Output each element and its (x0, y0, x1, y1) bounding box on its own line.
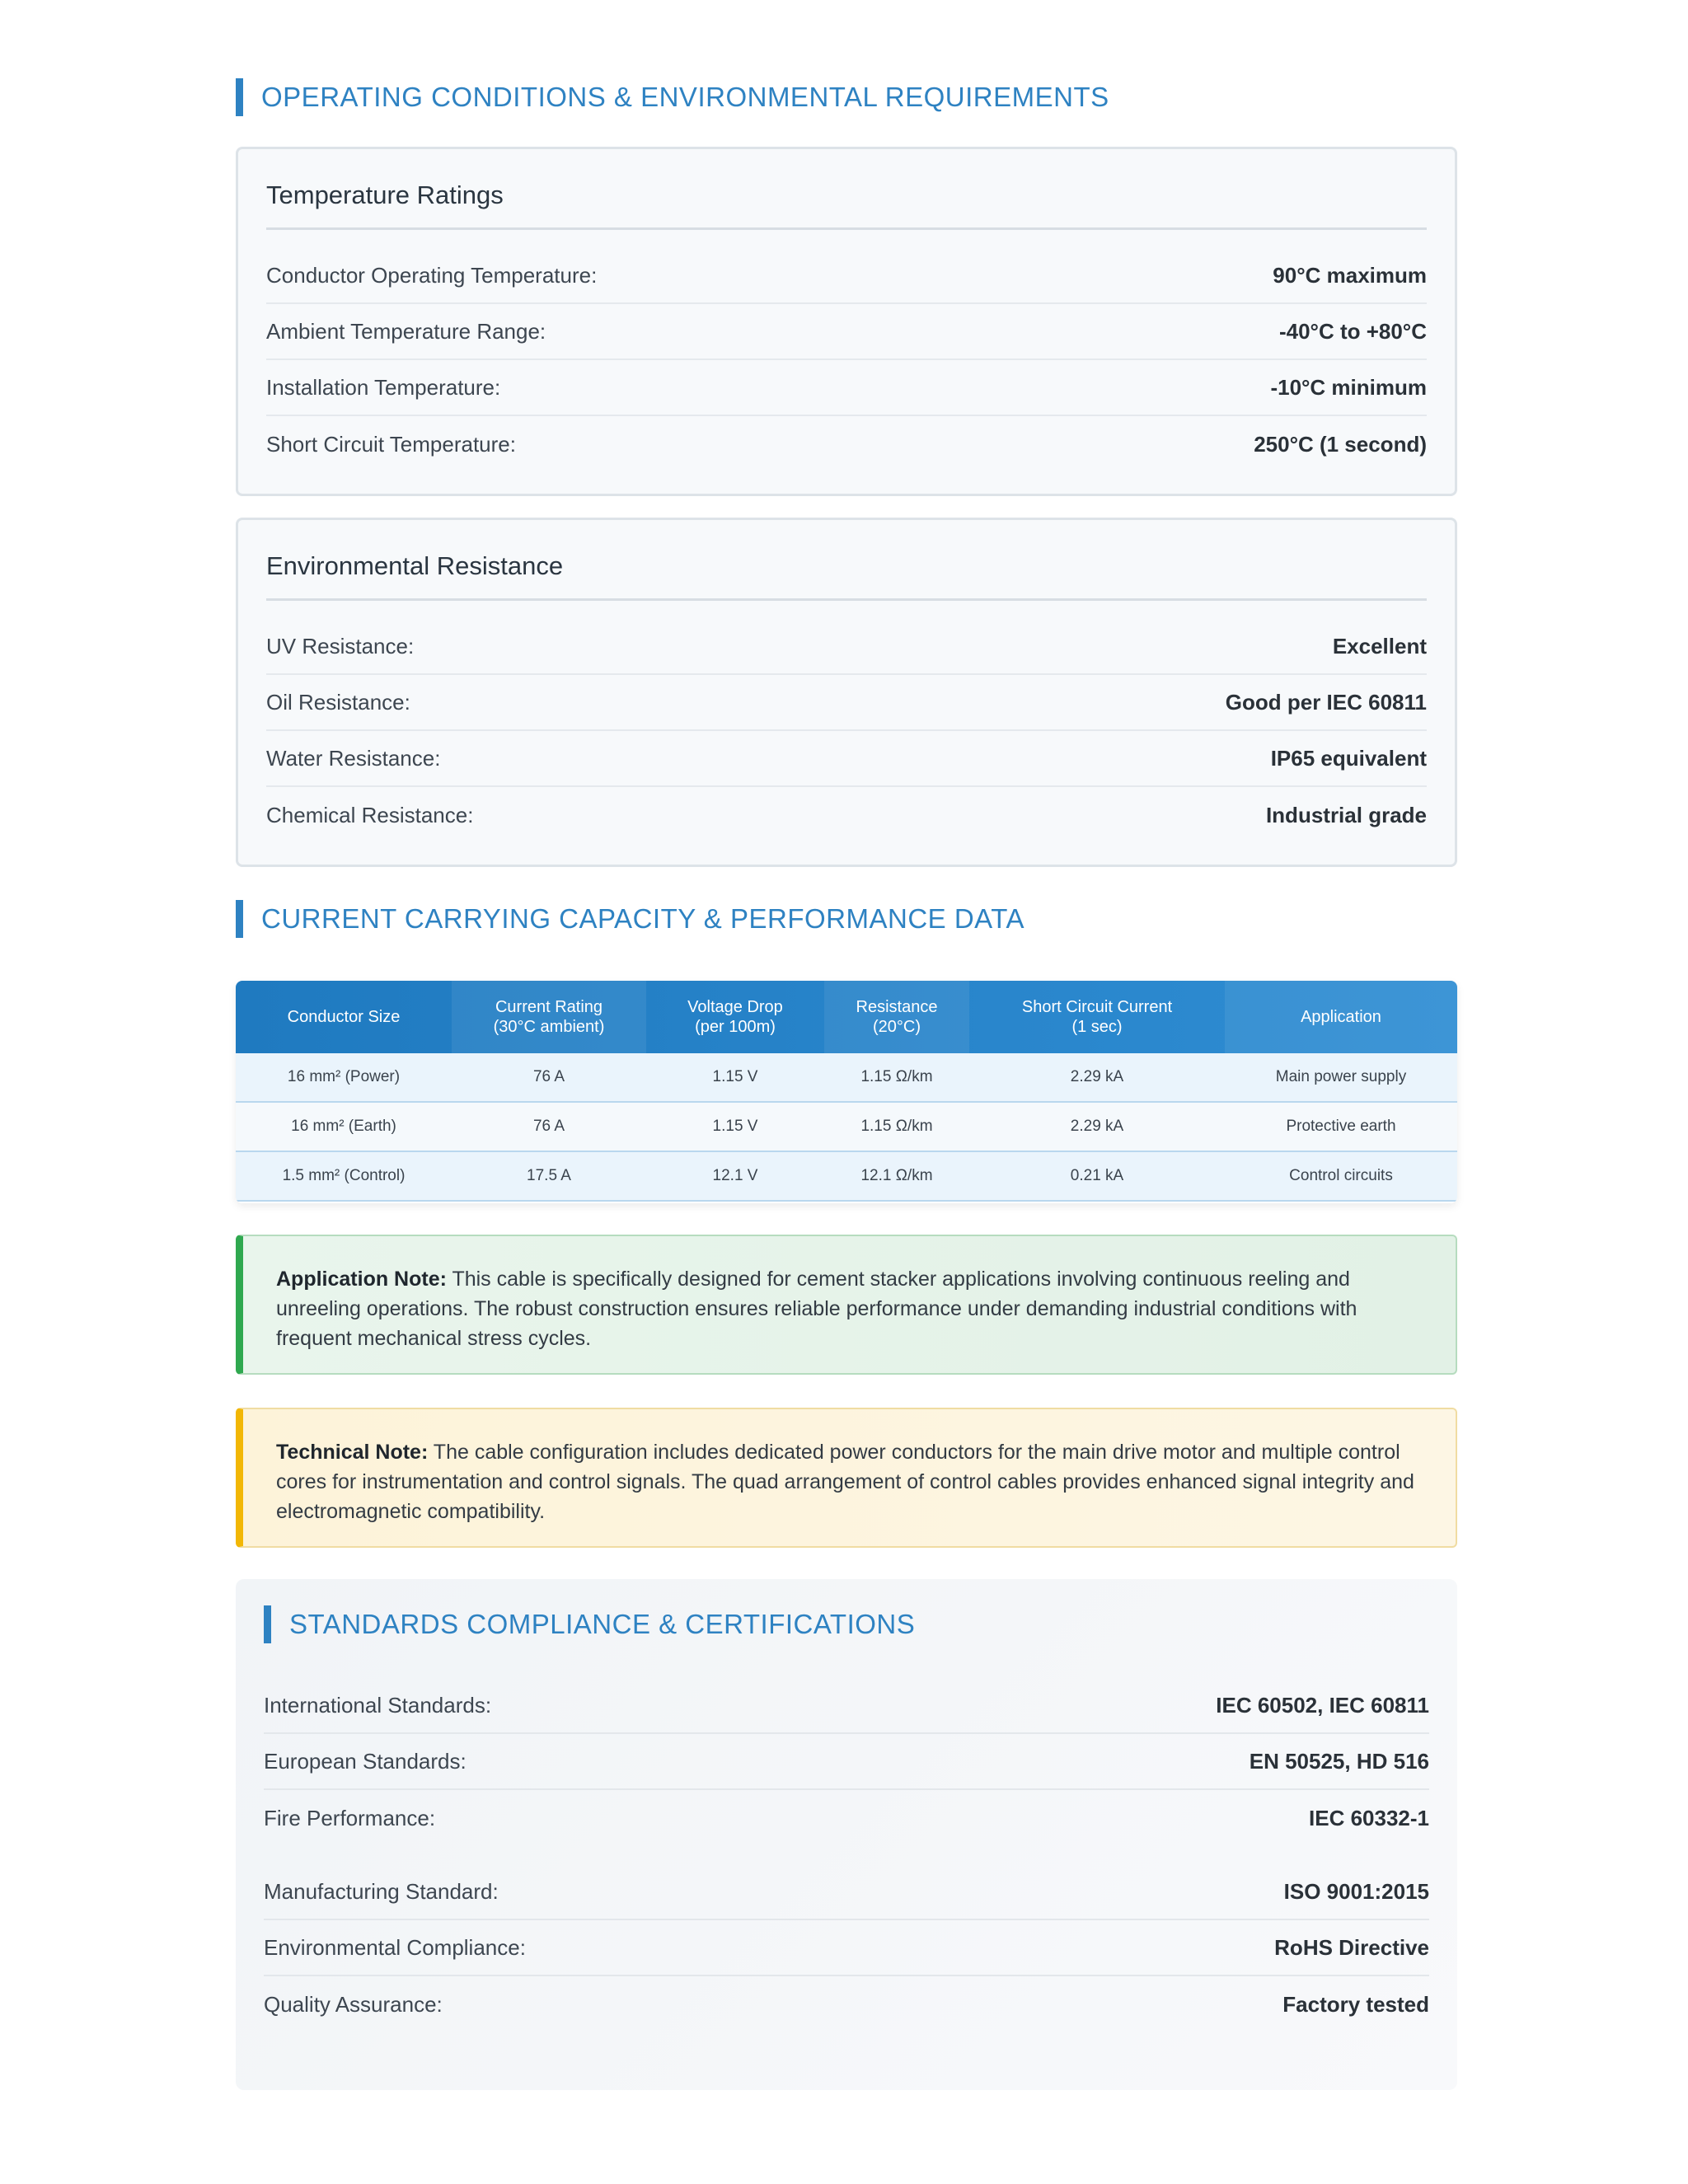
table-cell: Protective earth (1286, 1118, 1396, 1135)
column-header: Short Circuit Current (1 sec) (1021, 998, 1173, 1036)
column-header: Application (1225, 981, 1457, 1053)
table-cell: 1.15 Ω/km (860, 1118, 933, 1135)
application-note (236, 1235, 1457, 1375)
note-label: Application Note: (276, 1268, 447, 1291)
spec-value: 250°C (1 second) (1254, 431, 1427, 457)
section-heading-operating: OPERATING CONDITIONS & ENVIRONMENTAL REQUIREMENTS (236, 78, 1109, 116)
table-cell: 2.29 kA (1070, 1118, 1124, 1135)
table-cell: 16 mm² (Power) (287, 1068, 401, 1085)
card-title-temperature: Temperature Ratings (266, 180, 1427, 230)
table-cell: 1.15 V (712, 1118, 758, 1135)
column-header: Resistance (20°C) (824, 981, 969, 1053)
table-cell: 1.15 V (712, 1068, 758, 1085)
spec-label: Installation Temperature: (266, 374, 501, 400)
table-cell: Control circuits (1289, 1167, 1393, 1184)
temperature-ratings-card (236, 147, 1457, 496)
spec-row (264, 1920, 1429, 1976)
table-cell: 16 mm² (Earth) (291, 1118, 396, 1135)
spec-value: ISO 9001:2015 (1283, 1878, 1429, 1904)
table-cell: 2.29 kA (1070, 1068, 1124, 1085)
performance-table (236, 981, 1457, 1203)
spec-row (266, 248, 1427, 304)
note-text: This cable is specifically designed for cement stacker applications involving continuous reeling and unreeling operations. The robust construction ensures reliable performance under demanding industrial conditions with frequent mechanical stress cycles. (276, 1268, 1357, 1350)
spec-label: Fire Performance: (264, 1805, 436, 1830)
note-label: Technical Note: (276, 1441, 429, 1464)
spec-row (266, 675, 1427, 731)
table-cell: 17.5 A (527, 1167, 571, 1184)
spec-label: Oil Resistance: (266, 689, 410, 715)
spec-row (264, 1678, 1429, 1734)
table-cell: 1.15 Ω/km (860, 1068, 933, 1085)
spec-label: Quality Assurance: (264, 1991, 443, 2017)
spec-row (264, 1734, 1429, 1790)
spec-label: UV Resistance: (266, 633, 415, 658)
section-heading-standards: STANDARDS COMPLIANCE & CERTIFICATIONS (264, 1605, 915, 1643)
spec-label: Environmental Compliance: (264, 1934, 526, 1960)
table-row (236, 1103, 1457, 1152)
spec-row (266, 787, 1427, 843)
spec-label: Ambient Temperature Range: (266, 318, 546, 344)
spec-row (266, 731, 1427, 787)
spec-row (266, 304, 1427, 360)
spec-row (264, 1864, 1429, 1920)
note-text: The cable configuration includes dedicated power conductors for the main drive motor and multiple control cores for instrumentation and control signals. The quad arrangement of control cables provides enhanced signal integrity and electromagnetic compatibility. (276, 1441, 1414, 1523)
spec-value: -40°C to +80°C (1278, 318, 1427, 344)
spec-value: Good per IEC 60811 (1225, 689, 1427, 715)
spec-value: Factory tested (1282, 1991, 1429, 2017)
spec-label: Conductor Operating Temperature: (266, 262, 598, 288)
table-cell: Main power supply (1275, 1068, 1407, 1085)
spec-label: Manufacturing Standard: (264, 1878, 499, 1904)
spec-value: EN 50525, HD 516 (1249, 1748, 1429, 1774)
spec-value: -10°C minimum (1270, 374, 1427, 400)
column-header: Conductor Size (287, 1008, 401, 1026)
spec-value: Excellent (1332, 633, 1427, 658)
column-header: Voltage Drop (per 100m) (687, 998, 783, 1036)
spec-row (266, 360, 1427, 416)
spec-label: Short Circuit Temperature: (266, 431, 516, 457)
standards-card (236, 1579, 1457, 2090)
spec-row (264, 1790, 1429, 1846)
table-row (236, 1152, 1457, 1202)
spec-row (266, 619, 1427, 675)
table-cell: 12.1 Ω/km (860, 1167, 933, 1184)
table-cell: 76 A (532, 1118, 565, 1135)
technical-note (236, 1408, 1457, 1548)
spec-row (264, 1976, 1429, 2032)
environmental-resistance-card (236, 518, 1457, 867)
table-header-row (236, 981, 1457, 1053)
spec-label: Chemical Resistance: (266, 802, 474, 827)
table-row (236, 1053, 1457, 1103)
spec-label: International Standards: (264, 1692, 492, 1718)
column-header: Current Rating (30°C ambient) (452, 981, 646, 1053)
table-cell: 76 A (532, 1068, 565, 1085)
table-cell: 1.5 mm² (Control) (282, 1167, 406, 1184)
spec-value: IEC 60502, IEC 60811 (1216, 1692, 1429, 1718)
spec-value: IEC 60332-1 (1309, 1805, 1429, 1830)
spec-label: Water Resistance: (266, 745, 441, 771)
section-heading-capacity: CURRENT CARRYING CAPACITY & PERFORMANCE DATA (236, 900, 1025, 938)
spec-label: European Standards: (264, 1748, 467, 1774)
spec-value: RoHS Directive (1274, 1934, 1429, 1960)
table-cell: 12.1 V (712, 1167, 758, 1184)
spec-row (266, 416, 1427, 472)
spec-value: IP65 equivalent (1270, 745, 1427, 771)
spec-value: 90°C maximum (1273, 262, 1427, 288)
spec-value: Industrial grade (1265, 802, 1427, 827)
card-title-environmental: Environmental Resistance (266, 551, 1427, 601)
table-cell: 0.21 kA (1070, 1167, 1124, 1184)
